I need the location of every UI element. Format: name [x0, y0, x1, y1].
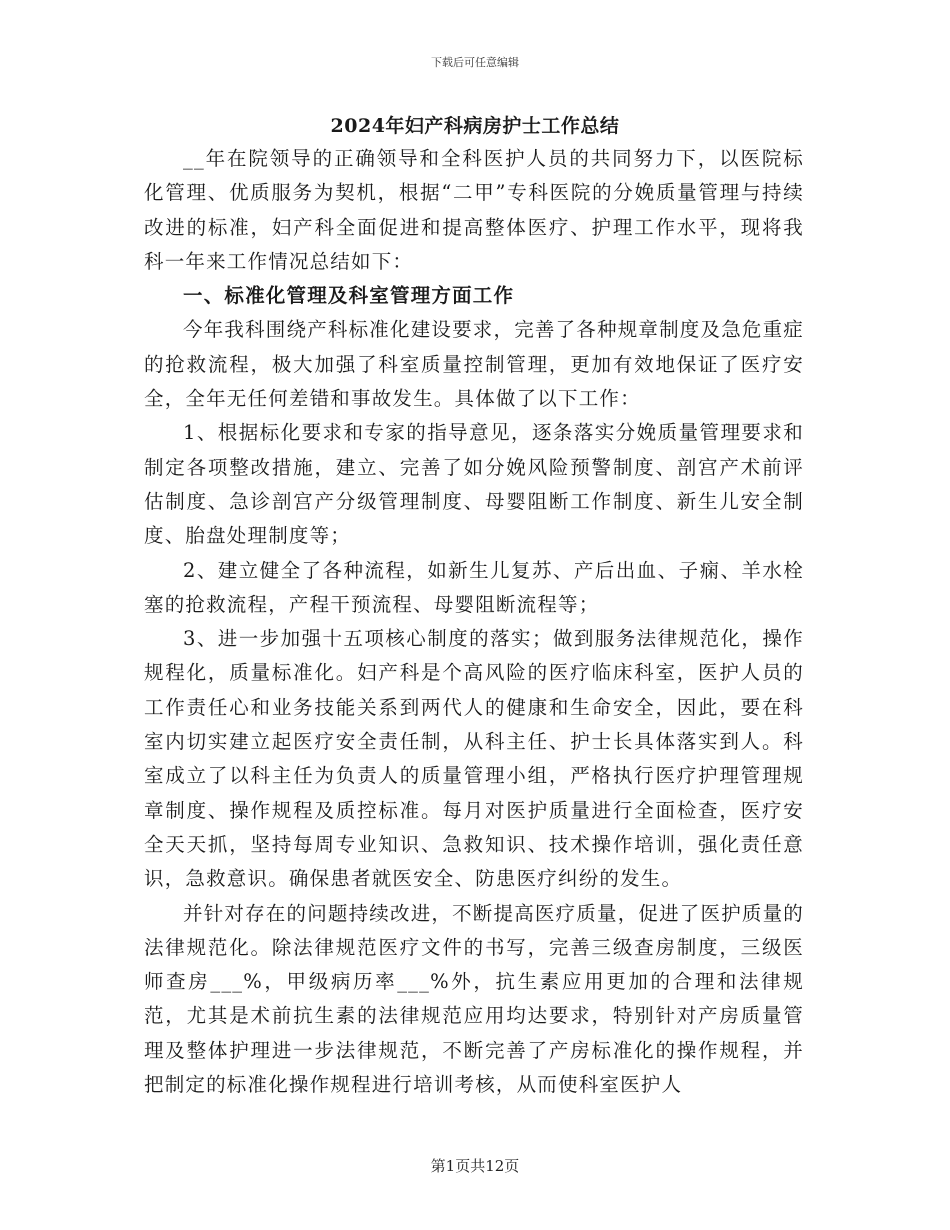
document-body [144, 142, 804, 1102]
document-title: 2024年妇产科病房护士工作总结 [330, 115, 620, 137]
paragraph-section-summary: 今年我科围绕产科标准化建设要求，完善了各种规章制度及急危重症的抢救流程，极大加强了科室质量控制管理，更加有效地保证了医疗安全，全年无任何差错和事故发生。具体做了以下工作： [144, 318, 805, 411]
paragraph-continuation: 并针对存在的问题持续改进，不断提高医疗质量，促进了医护质量的法律规范化。除法律规范医疗文件的书写，完善三级查房制度，三级医师查房___%，甲级病历率___%外，抗生素应用更加的合理和法律规范，尤其是术前抗生素的法律规范应用均达要求，特别针对产房质量管理及整体护理进一步法律规范，不断完善了产房标准化的操作规程，并把制定的标准化操作规程进行培训考核，从而使科室医护人 [144, 901, 805, 1097]
section-heading: 一、标准化管理及科室管理方面工作 [183, 284, 515, 308]
paragraph-item-3: 3、进一步加强十五项核心制度的落实；做到服务法律规范化，操作规程化，质量标准化。妇产科是个高风险的医疗临床科室，医护人员的工作责任心和业务技能关系到两代人的健康和生命安全，因此，要在科室内切实建立起医疗安全责任制，从科主任、护士长具体落实到人。科室成立了以科主任为负责人的质量管理小组，严格执行医疗护理管理规章制度、操作规程及质控标准。每月对医护质量进行全面检查，医疗安全天天抓，坚持每周专业知识、急救知识、技术操作培训，强化责任意识，急救意识。确保患者就医安全、防患医疗纠纷的发生。 [144, 627, 804, 891]
paragraph-item-2: 2、建立健全了各种流程，如新生儿复苏、产后出血、子痫、羊水栓塞的抢救流程，产程干预流程、母婴阻断流程等； [144, 558, 804, 616]
header-note: 下载后可任意编辑 [431, 56, 519, 69]
page-number: 第1页共12页 [430, 1157, 520, 1175]
paragraph-item-1: 1、根据标化要求和专家的指导意见，逐条落实分娩质量管理要求和制定各项整改措施，建立、完善了如分娩风险预警制度、剖宫产术前评估制度、急诊剖宫产分级管理制度、母婴阻断工作制度、新生儿安全制度、胎盘处理制度等； [144, 421, 804, 548]
paragraph-intro: __年在院领导的正确领导和全科医护人员的共同努力下，以医院标化管理、优质服务为契机，根据“二甲”专科医院的分娩质量管理与持续改进的标准，妇产科全面促进和提高整体医疗、护理工作水平，现将我科一年来工作情况总结如下： [144, 147, 804, 273]
